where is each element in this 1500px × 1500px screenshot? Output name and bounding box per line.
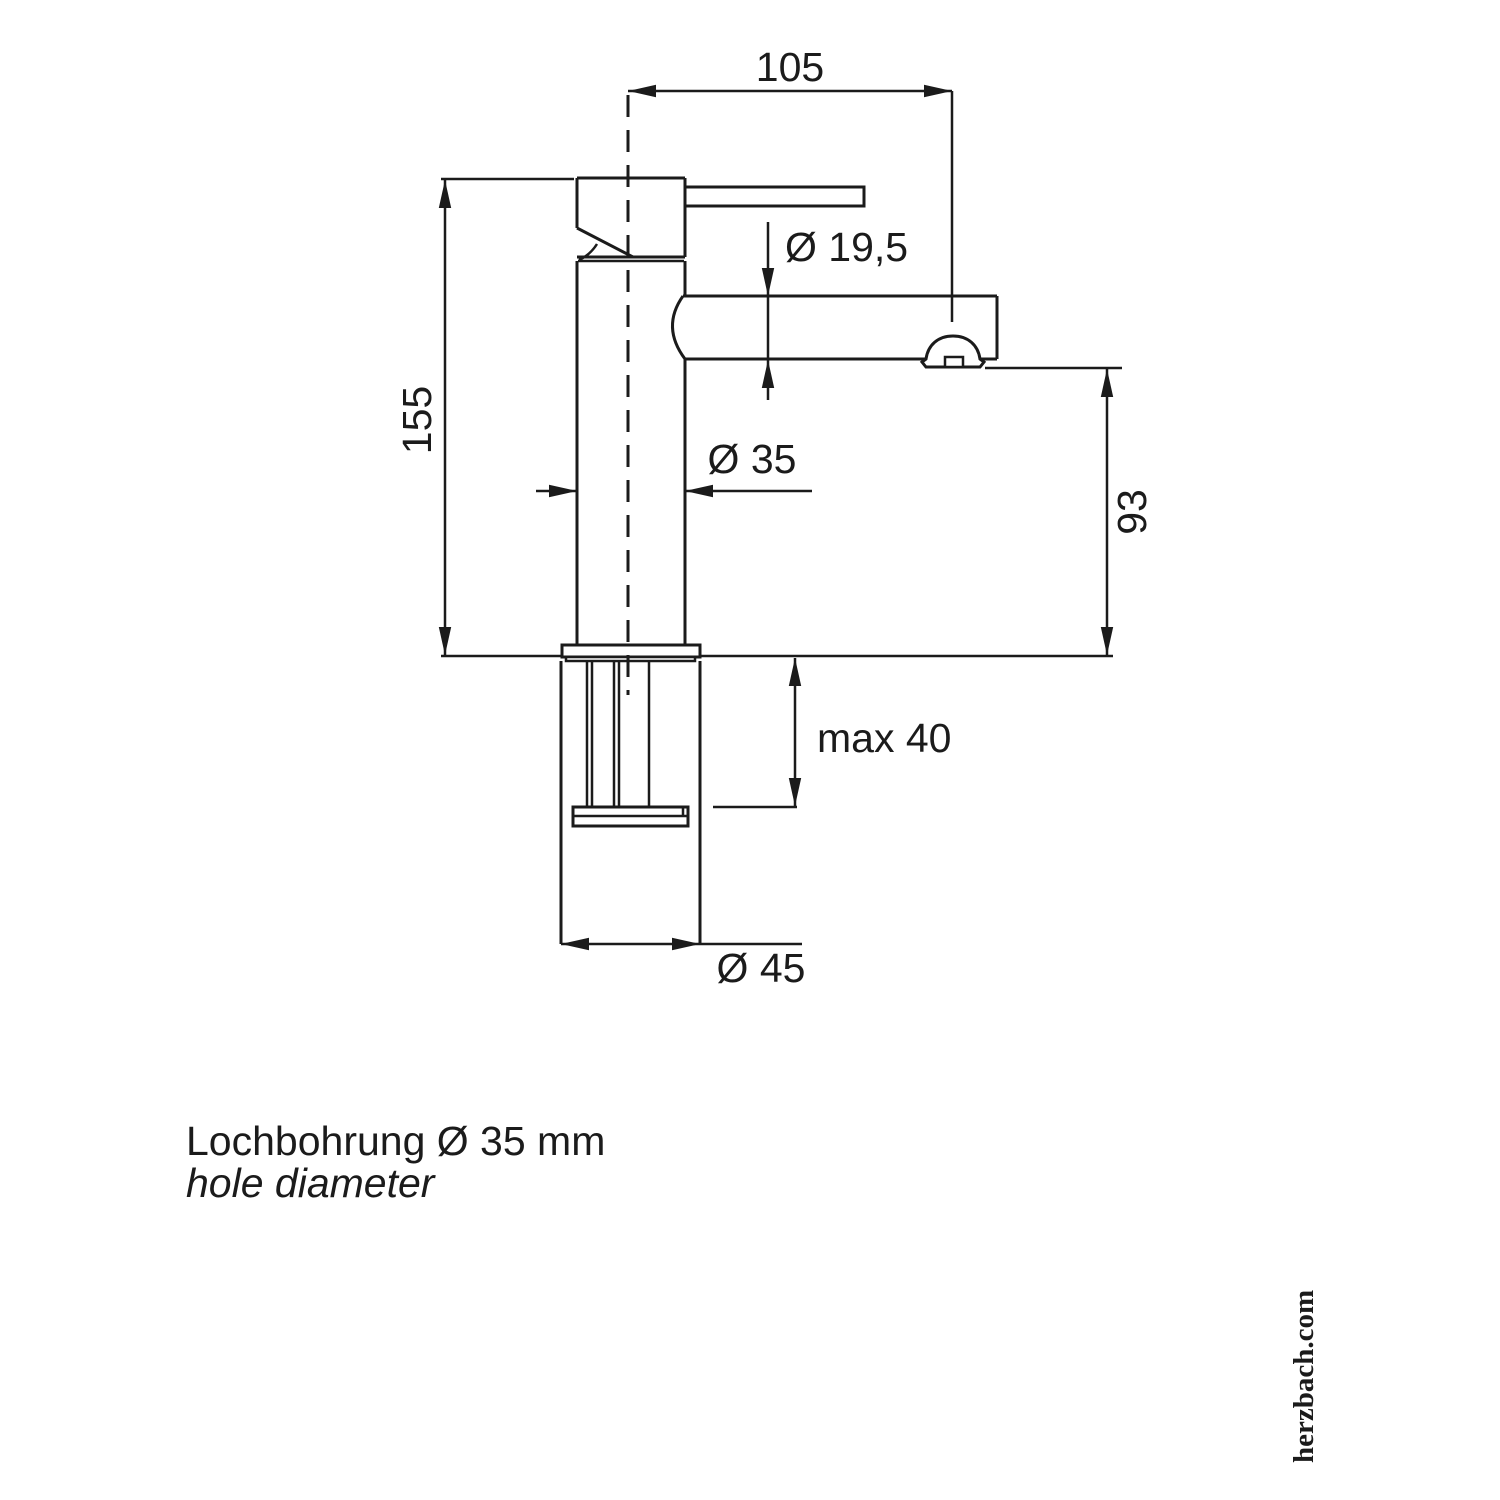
dimension-spout-diameter	[762, 222, 908, 400]
arrowhead-right-icon	[672, 938, 700, 950]
dimension-outlet-height	[985, 368, 1155, 656]
watermark	[1288, 1290, 1320, 1463]
notes	[186, 1118, 605, 1206]
arrowhead-left-icon	[561, 938, 589, 950]
dim-label-base-diameter: Ø 45	[716, 945, 806, 991]
dim-label-outlet-height: 93	[1109, 489, 1155, 535]
arrowhead-up-icon	[439, 180, 451, 208]
watermark-text: herzbach.com	[1288, 1289, 1320, 1463]
arrowhead-down-icon	[1101, 627, 1113, 655]
arrowhead-up-icon	[1101, 369, 1113, 397]
note-hole-diameter-de: Lochbohrung Ø 35 mm	[186, 1118, 606, 1164]
aerator-outlet	[945, 357, 963, 367]
dimension-spout-reach	[628, 44, 952, 322]
faucet-spout	[672, 296, 997, 367]
arrowhead-up-icon	[762, 360, 774, 388]
arrowhead-up-icon	[789, 658, 801, 686]
arrowhead-left-icon	[628, 85, 656, 97]
faucet-handle	[685, 187, 864, 206]
faucet-body	[577, 261, 685, 645]
arrowhead-down-icon	[762, 268, 774, 296]
dimension-total-height	[394, 179, 574, 655]
under-counter-assembly	[561, 661, 700, 944]
arrowhead-down-icon	[439, 627, 451, 655]
faucet-base-flange	[562, 645, 700, 661]
dim-label-max-mounting-depth: max 40	[817, 715, 952, 761]
dim-label-spout-reach: 105	[755, 44, 825, 90]
dim-label-spout-diameter: Ø 19,5	[785, 224, 909, 270]
dim-label-body-diameter: Ø 35	[707, 436, 797, 482]
dimension-base-diameter	[561, 938, 805, 991]
arrowhead-down-icon	[789, 778, 801, 806]
dim-label-total-height: 155	[394, 385, 440, 455]
spout-end-arc	[672, 296, 685, 359]
arrowhead-right-icon	[924, 85, 952, 97]
arrowhead-left-icon	[685, 485, 713, 497]
dimension-max-mounting-depth	[713, 658, 951, 807]
arrowhead-right-icon	[549, 485, 577, 497]
note-hole-diameter-en: hole diameter	[186, 1160, 435, 1206]
